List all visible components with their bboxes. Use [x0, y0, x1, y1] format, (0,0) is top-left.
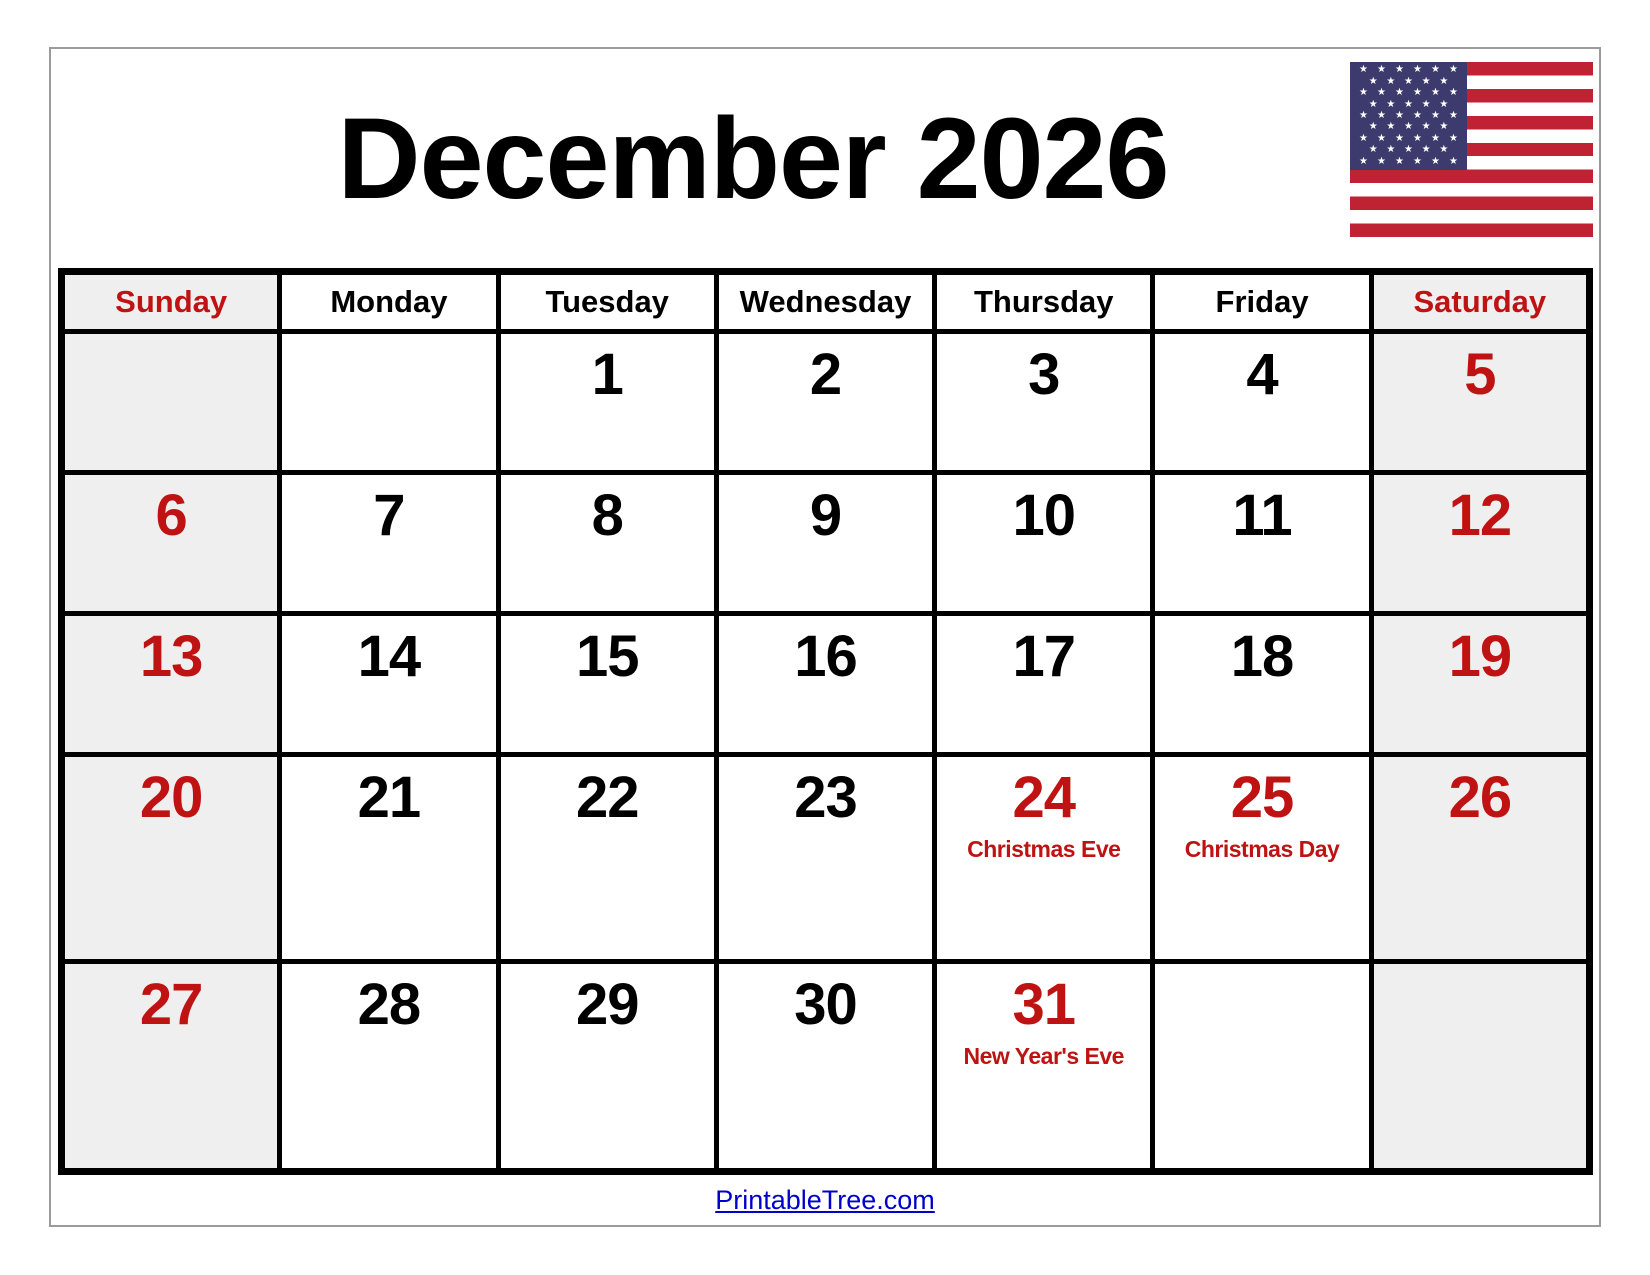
calendar-cell-28	[280, 962, 498, 1172]
date-number: 2	[809, 342, 842, 407]
date-number: 3	[1028, 342, 1060, 407]
calendar-week-row	[62, 754, 1590, 962]
calendar-cell-14	[280, 613, 498, 754]
date-number: 19	[1448, 623, 1512, 689]
date-number: 13	[139, 623, 203, 689]
date-number: 25	[1230, 764, 1294, 830]
weekday-header-thursday: Thursday	[935, 272, 1153, 332]
weekday-header-wednesday: Wednesday	[716, 272, 934, 332]
weekday-header-sunday: Sunday	[62, 272, 280, 332]
date-number: 20	[139, 764, 203, 830]
calendar-cell-11	[1153, 472, 1371, 613]
date-number: 9	[809, 482, 842, 548]
date-number: 27	[139, 972, 203, 1038]
calendar-cell-26	[1371, 754, 1589, 962]
calendar-table	[58, 268, 1593, 1175]
calendar-cell-30	[716, 962, 934, 1172]
date-number: 23	[794, 764, 857, 830]
calendar-cell-8	[498, 472, 716, 613]
calendar-cell-7	[280, 472, 498, 613]
calendar-week-row	[62, 962, 1590, 1172]
flag-star-row: ★ ★ ★ ★ ★ ★	[1359, 109, 1458, 121]
calendar-cell-27	[62, 962, 280, 1172]
date-number: 24	[1012, 764, 1076, 830]
calendar-cell-empty	[1371, 962, 1589, 1172]
date-number: 28	[357, 972, 421, 1038]
holiday-label: Christmas Eve	[967, 835, 1121, 862]
calendar-cell-12	[1371, 472, 1589, 613]
calendar-cell-29	[498, 962, 716, 1172]
date-number: 30	[794, 972, 857, 1038]
calendar-week-row	[62, 613, 1590, 754]
calendar-cell-13	[62, 613, 280, 754]
date-number: 26	[1448, 764, 1512, 830]
calendar-cell-3	[935, 332, 1153, 473]
calendar-week-row	[62, 472, 1590, 613]
date-number: 11	[1232, 482, 1292, 548]
date-number: 15	[575, 623, 639, 689]
date-number: 6	[155, 482, 187, 548]
date-number: 10	[1012, 482, 1076, 548]
calendar-cell-15	[498, 613, 716, 754]
date-number: 5	[1464, 342, 1496, 407]
date-number: 18	[1230, 623, 1294, 689]
date-number: 1	[591, 342, 623, 407]
flag-canton	[1350, 62, 1467, 170]
flag-star-row: ★ ★ ★ ★ ★	[1368, 121, 1449, 133]
calendar-week-row	[62, 332, 1590, 473]
calendar-cell-23	[716, 754, 934, 962]
calendar-cell-empty	[1153, 962, 1371, 1172]
weekday-header-row	[62, 272, 1590, 332]
calendar-cell-31	[935, 962, 1153, 1172]
date-number: 7	[373, 482, 405, 548]
date-number: 16	[794, 623, 857, 689]
date-number: 29	[575, 972, 639, 1038]
date-number: 22	[575, 764, 639, 830]
holiday-label: Christmas Day	[1184, 835, 1340, 862]
date-number: 21	[357, 764, 421, 830]
footer-link[interactable]: PrintableTree.com	[715, 1185, 935, 1215]
calendar-cell-empty	[62, 332, 280, 473]
flag-star-row: ★ ★ ★ ★ ★ ★	[1359, 87, 1458, 99]
calendar-body	[62, 332, 1590, 1172]
calendar-cell-6	[62, 472, 280, 613]
weekday-header-friday: Friday	[1153, 272, 1371, 332]
weekday-header-monday: Monday	[280, 272, 498, 332]
calendar-cell-17	[935, 613, 1153, 754]
flag-star-row: ★ ★ ★ ★ ★ ★	[1359, 155, 1458, 167]
date-number: 8	[591, 482, 623, 548]
us-flag-icon	[1350, 62, 1593, 237]
footer	[0, 1185, 1650, 1216]
weekday-header-tuesday: Tuesday	[498, 272, 716, 332]
calendar-cell-24	[935, 754, 1153, 962]
calendar-cell-19	[1371, 613, 1589, 754]
calendar-cell-empty	[280, 332, 498, 473]
calendar-cell-22	[498, 754, 716, 962]
date-number: 14	[357, 623, 421, 689]
date-number: 17	[1012, 623, 1076, 689]
calendar-cell-25	[1153, 754, 1371, 962]
date-number: 31	[1012, 972, 1076, 1038]
calendar-cell-1	[498, 332, 716, 473]
calendar-cell-4	[1153, 332, 1371, 473]
calendar-cell-5	[1371, 332, 1589, 473]
date-number: 4	[1246, 342, 1278, 407]
calendar-cell-21	[280, 754, 498, 962]
holiday-label: New Year's Eve	[963, 1043, 1124, 1070]
flag-star-row: ★ ★ ★ ★ ★ ★	[1359, 132, 1458, 144]
calendar-cell-10	[935, 472, 1153, 613]
flag-star-row: ★ ★ ★ ★ ★	[1368, 98, 1449, 110]
page-title: December 2026	[337, 95, 1169, 223]
flag-star-row: ★ ★ ★ ★ ★	[1368, 144, 1449, 156]
flag-star-row: ★ ★ ★ ★ ★	[1368, 75, 1449, 87]
flag-star-row: ★ ★ ★ ★ ★ ★	[1359, 64, 1458, 76]
date-number: 12	[1448, 482, 1512, 548]
weekday-header-saturday: Saturday	[1371, 272, 1589, 332]
calendar-cell-18	[1153, 613, 1371, 754]
calendar-cell-9	[716, 472, 934, 613]
calendar-cell-2	[716, 332, 934, 473]
calendar-cell-20	[62, 754, 280, 962]
calendar-cell-16	[716, 613, 934, 754]
